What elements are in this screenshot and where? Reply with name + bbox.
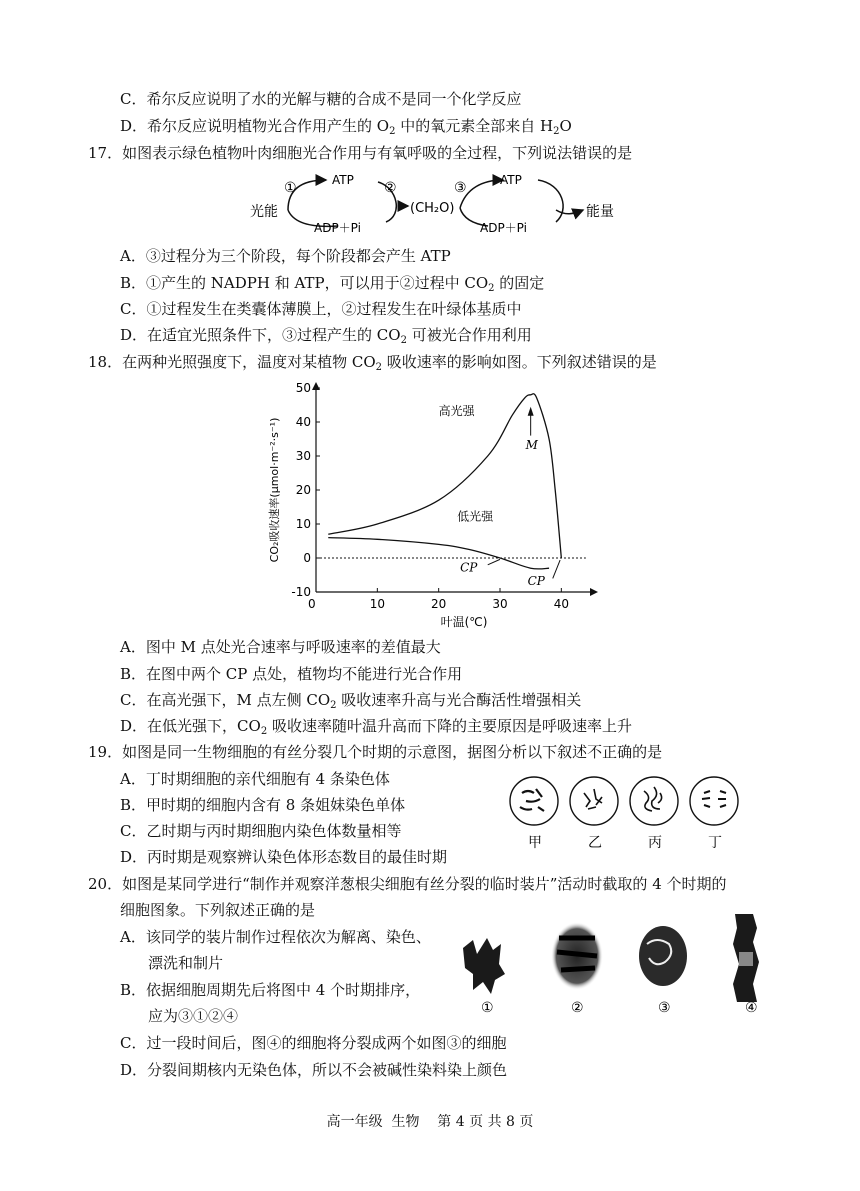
adp1: ADP＋Pi — [314, 221, 361, 235]
q19-option-a: A．丁时期细胞的亲代细胞有 4 条染色体 — [120, 770, 390, 788]
page-footer: 高一年级 生物 第 4 页 共 8 页 — [326, 1114, 534, 1130]
annotation-cp-high: CP — [527, 574, 545, 589]
q18-stem: 18．在两种光照强度下，温度对某植物 $CO_2$ 吸收速率的影响如图。下列叙述错误的是 — [88, 353, 657, 373]
q17-option-c: C．①过程发生在类囊体薄膜上，②过程发生在叶绿体基质中 — [120, 300, 522, 318]
q17-stem: 17．如图表示绿色植物叶肉细胞光合作用与有氧呼吸的全过程，下列说法错误的是 — [88, 144, 633, 162]
q20-stem-line1: 20．如图是某同学进行“制作并观察洋葱根尖细胞有丝分裂的临时装片”活动时截取的 4 个时期的 — [88, 875, 727, 893]
cell-ding — [690, 777, 738, 825]
num3: ③ — [454, 180, 467, 196]
label-ding: 丁 — [708, 835, 722, 851]
num2: ② — [384, 180, 397, 196]
y-tick-label: 10 — [295, 517, 311, 531]
micrograph-2 — [551, 922, 603, 990]
q16-option-c: C．希尔反应说明了水的光解与糖的合成不是同一个化学反应 — [120, 90, 522, 108]
y-tick-label: 40 — [295, 415, 311, 429]
q18-option-d: D．在低光强下，$CO_2$ 吸收速率随叶温升高而下降的主要原因是呼吸速率上升 — [120, 717, 632, 737]
q20-option-d: D．分裂间期核内无染色体，所以不会被碱性染料染上颜色 — [120, 1061, 508, 1079]
cp-low-arrow — [488, 559, 500, 564]
cycle2-arrow-right — [538, 180, 563, 222]
y-tick-label: 50 — [295, 381, 311, 395]
annotation-cp-low: CP — [460, 560, 478, 575]
series-label-high-light: 高光强 — [438, 404, 475, 419]
q18-option-b: B．在图中两个 CP 点处，植物均不能进行光合作用 — [120, 665, 463, 683]
atp1: ATP — [332, 173, 354, 187]
q20-stem-line2: 细胞图象。下列叙述正确的是 — [120, 901, 316, 919]
micrograph-1 — [463, 938, 505, 994]
q19-option-b: B．甲时期的细胞内含有 8 条姐妹染色单体 — [120, 796, 406, 814]
q16-option-d: D．希尔反应说明植物光合作用产生的 $O_2$ 中的氧元素全部来自 $H_2O$ — [120, 117, 572, 137]
q18-option-a: A．图中 M 点处光合速率与呼吸速率的差值最大 — [120, 638, 441, 656]
x-axis-arrow — [590, 588, 598, 596]
micrograph-4 — [733, 914, 759, 1002]
q20-option-b-line2: 应为③①②④ — [148, 1007, 239, 1025]
co2-uptake-chart — [262, 378, 602, 628]
y-axis-arrow — [312, 382, 320, 390]
micrograph-label-2: ② — [571, 1000, 584, 1016]
micrograph-label-1: ① — [481, 1000, 494, 1016]
m-arrow-head — [528, 407, 534, 416]
q17-option-b: B．①产生的 NADPH 和 ATP，可以用于②过程中 $CO_2$ 的固定 — [120, 274, 545, 294]
cp-high-arrow — [553, 560, 560, 578]
q20-option-c: C．过一段时间后，图④的细胞将分裂成两个如图③的细胞 — [120, 1034, 507, 1052]
q20-option-a-line2: 漂洗和制片 — [148, 954, 224, 972]
q20-option-a-line1: A．该同学的装片制作过程依次为解离、染色、 — [120, 928, 431, 946]
y-tick-label: 30 — [295, 449, 311, 463]
cell-yi — [570, 777, 618, 825]
cell-bing — [630, 777, 678, 825]
micrograph-label-3: ③ — [658, 1000, 671, 1016]
micrograph-3 — [639, 926, 687, 986]
x-axis-label: 叶温(℃) — [440, 615, 488, 628]
energy-label: 能量 — [586, 204, 614, 220]
y-tick-label: 0 — [303, 551, 311, 565]
series-line-high-light — [328, 394, 561, 558]
x-tick-label: 30 — [492, 597, 508, 611]
ch2o-label: (CH₂O) — [410, 201, 455, 216]
num1: ① — [284, 180, 297, 196]
cell-jia — [510, 777, 558, 825]
q19-option-c: C．乙时期与丙时期细胞内染色体数量相等 — [120, 822, 402, 840]
label-yi: 乙 — [588, 835, 602, 851]
x-tick-label: 20 — [431, 597, 447, 611]
q17-option-d: D．在适宜光照条件下，③过程产生的 $CO_2$ 可被光合作用利用 — [120, 326, 532, 346]
label-jia: 甲 — [528, 835, 542, 851]
q20-option-b-line1: B．依据细胞周期先后将图中 4 个时期排序， — [120, 981, 421, 999]
x-tick-label: 40 — [553, 597, 569, 611]
onion-root-tip-micrographs — [455, 908, 785, 1018]
x-tick-label: 10 — [369, 597, 385, 611]
adp2: ADP＋Pi — [480, 221, 527, 235]
q19-stem: 19．如图是同一生物细胞的有丝分裂几个时期的示意图，据图分析以下叙述不正确的是 — [88, 743, 663, 761]
light-energy-label: 光能 — [250, 204, 278, 220]
y-tick-label: -10 — [291, 585, 311, 599]
series-label-low-light: 低光强 — [457, 509, 494, 524]
q18-option-c: C．在高光强下，M 点左侧 $CO_2$ 吸收速率升高与光合酶活性增强相关 — [120, 691, 582, 711]
x-origin-label: 0 — [308, 597, 316, 611]
atp2: ATP — [500, 173, 522, 187]
y-axis-label: CO₂吸收速率(μmol·m⁻²·s⁻¹) — [268, 417, 281, 563]
q17-process-diagram — [248, 170, 628, 240]
to-energy-arrow — [556, 210, 583, 214]
q17-option-a: A．③过程分为三个阶段，每个阶段都会产生 ATP — [120, 247, 451, 265]
label-bing: 丙 — [648, 835, 662, 851]
series-line-low-light — [328, 538, 549, 569]
annotation-m: M — [525, 438, 538, 453]
micrograph-label-4: ④ — [745, 1000, 758, 1016]
mitosis-cells-diagram — [508, 775, 748, 855]
y-tick-label: 20 — [295, 483, 311, 497]
q19-option-d: D．丙时期是观察辨认染色体形态数目的最佳时期 — [120, 848, 448, 866]
